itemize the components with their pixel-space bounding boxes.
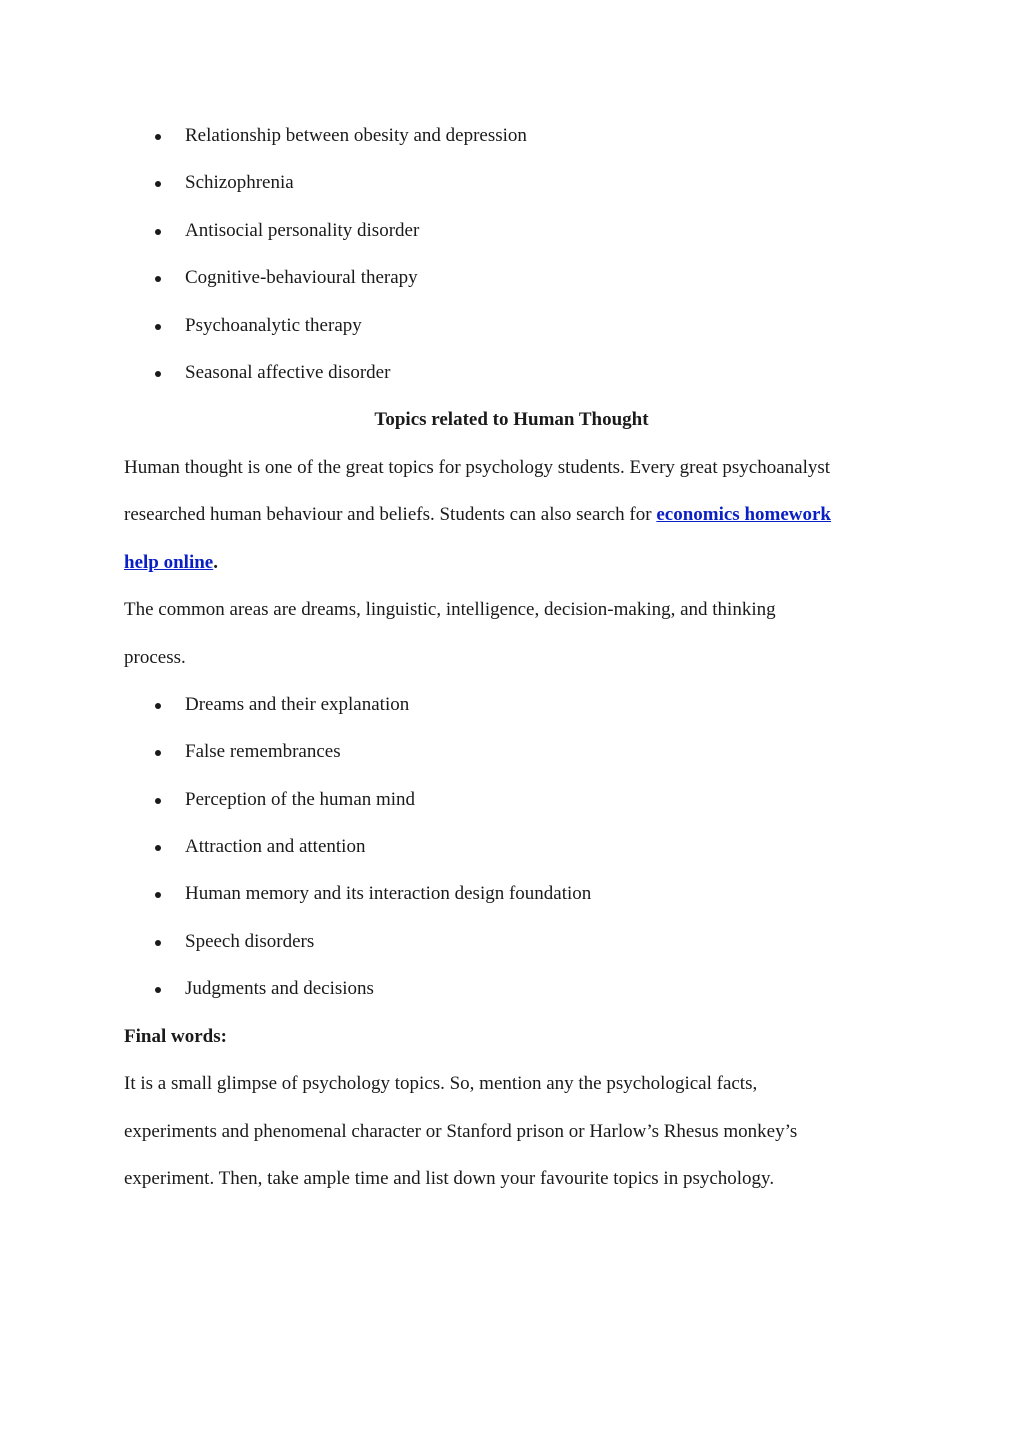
bullet-icon xyxy=(155,324,161,330)
list-item-text: Relationship between obesity and depression xyxy=(185,125,527,146)
bullet-icon xyxy=(155,845,161,851)
bullet-icon xyxy=(155,987,161,993)
list-item-text: Perception of the human mind xyxy=(185,789,416,810)
bullet-icon xyxy=(155,134,161,140)
bullet-icon xyxy=(155,703,161,709)
list-item xyxy=(0,171,1023,195)
paragraph-line: The common areas are dreams, linguistic, intelligence, decision-making, and thinking xyxy=(124,599,776,620)
list-item xyxy=(0,835,1023,859)
list-item xyxy=(0,930,1023,954)
paragraph-text: researched human behaviour and beliefs. Students can also search for xyxy=(124,504,657,525)
list-item xyxy=(0,361,1023,385)
list-item xyxy=(0,693,1023,717)
period-text: . xyxy=(213,552,218,573)
bullet-icon xyxy=(155,229,161,235)
paragraph-line: experiment. Then, take ample time and list down your favourite topics in psychology. xyxy=(124,1168,775,1189)
list-item-text: Cognitive-behavioural therapy xyxy=(185,267,418,288)
list-item-text: Human memory and its interaction design foundation xyxy=(185,883,592,904)
list-item-text: Schizophrenia xyxy=(185,172,294,193)
list-item xyxy=(0,740,1023,764)
list-item xyxy=(0,977,1023,1001)
list-item-text: Psychoanalytic therapy xyxy=(185,315,362,336)
list-item-text: Speech disorders xyxy=(185,931,315,952)
list-item xyxy=(0,788,1023,812)
list-item xyxy=(0,219,1023,243)
economics-homework-link[interactable]: economics homework xyxy=(656,504,831,525)
bullet-icon xyxy=(155,750,161,756)
list-item-text: Judgments and decisions xyxy=(185,978,374,999)
help-online-link[interactable]: help online xyxy=(124,552,214,573)
bullet-icon xyxy=(155,798,161,804)
list-item-text: Antisocial personality disorder xyxy=(185,220,420,241)
bullet-icon xyxy=(155,940,161,946)
paragraph-line xyxy=(124,551,218,575)
list-item xyxy=(0,124,1023,148)
list-item-text: Attraction and attention xyxy=(185,836,366,857)
final-words-heading: Final words: xyxy=(124,1026,227,1047)
bullet-icon xyxy=(155,181,161,187)
list-item-text: Dreams and their explanation xyxy=(185,694,410,715)
paragraph-line: Human thought is one of the great topics for psychology students. Every great psychoanalyst xyxy=(124,457,831,478)
list-item xyxy=(0,882,1023,906)
paragraph-line xyxy=(124,503,831,527)
paragraph-line: experiments and phenomenal character or Stanford prison or Harlow’s Rhesus monkey’s xyxy=(124,1121,798,1142)
bullet-icon xyxy=(155,892,161,898)
section-heading: Topics related to Human Thought xyxy=(374,409,649,430)
bullet-icon xyxy=(155,276,161,282)
paragraph-line: It is a small glimpse of psychology topics. So, mention any the psychological facts, xyxy=(124,1073,758,1094)
paragraph-line: process. xyxy=(124,647,186,668)
list-item xyxy=(0,314,1023,338)
bullet-icon xyxy=(155,371,161,377)
list-item-text: False remembrances xyxy=(185,741,341,762)
list-item xyxy=(0,266,1023,290)
list-item-text: Seasonal affective disorder xyxy=(185,362,391,383)
